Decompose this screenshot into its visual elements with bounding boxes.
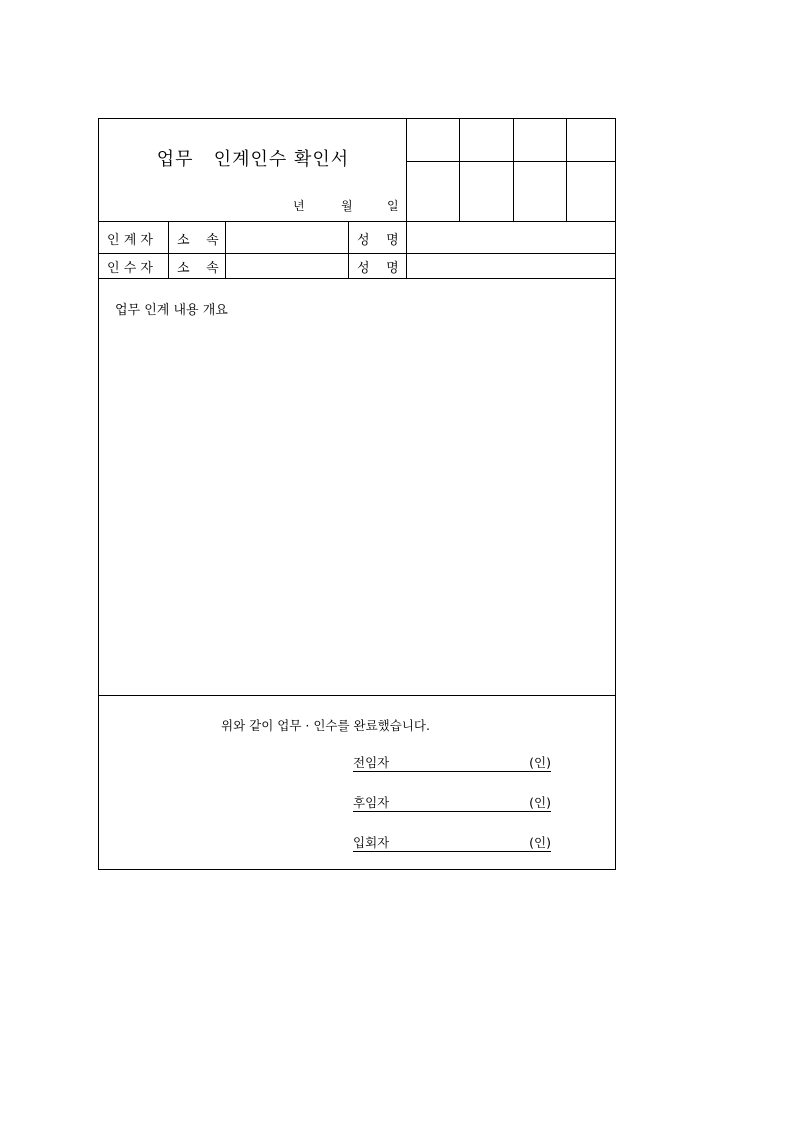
handover-name-field[interactable] bbox=[407, 222, 616, 253]
info-table-divider bbox=[348, 221, 349, 278]
witness-label: 입회자 bbox=[353, 835, 390, 850]
takeover-name-label: 성 명 bbox=[357, 261, 399, 276]
handover-name-label: 성 명 bbox=[357, 233, 399, 248]
approval-sign-cell-4[interactable] bbox=[567, 162, 616, 221]
summary-bottom-border bbox=[99, 695, 616, 696]
approval-title-cell-4[interactable] bbox=[567, 119, 616, 161]
approval-sign-cell-2[interactable] bbox=[460, 162, 513, 221]
takeover-dept-field[interactable] bbox=[226, 254, 348, 278]
successor-label: 후임자 bbox=[353, 795, 390, 810]
form-title: 업무 인계인수 확인서 bbox=[156, 149, 350, 170]
handover-dept-field[interactable] bbox=[226, 222, 348, 253]
date-year-label: 년 bbox=[293, 199, 305, 213]
summary-text-area[interactable] bbox=[107, 324, 607, 689]
predecessor-seal-mark: (인) bbox=[529, 755, 551, 770]
date-month-label: 월 bbox=[341, 199, 353, 213]
takeover-name-field[interactable] bbox=[407, 254, 616, 278]
witness-seal-mark: (인) bbox=[529, 835, 551, 850]
signature-line-predecessor[interactable] bbox=[353, 753, 551, 772]
info-table-divider bbox=[168, 221, 169, 278]
predecessor-label: 전임자 bbox=[353, 755, 390, 770]
successor-seal-mark: (인) bbox=[529, 795, 551, 810]
handover-confirmation-form bbox=[98, 118, 616, 870]
takeover-dept-label: 소 속 bbox=[177, 261, 219, 276]
handover-person-label: 인 계 자 bbox=[107, 233, 153, 248]
signature-line-successor[interactable] bbox=[353, 793, 551, 812]
date-day-label: 일 bbox=[387, 199, 399, 213]
approval-sign-cell-1[interactable] bbox=[407, 162, 459, 221]
handover-dept-label: 소 속 bbox=[177, 233, 219, 248]
confirmation-statement: 위와 같이 업무 · 인수를 완료했습니다. bbox=[221, 718, 430, 733]
approval-sign-cell-3[interactable] bbox=[514, 162, 566, 221]
approval-title-cell-2[interactable] bbox=[460, 119, 513, 161]
approval-title-cell-1[interactable] bbox=[407, 119, 459, 161]
takeover-person-label: 인 수 자 bbox=[107, 261, 153, 276]
approval-title-cell-3[interactable] bbox=[514, 119, 566, 161]
summary-section-title: 업무 인계 내용 개요 bbox=[115, 303, 228, 318]
info-table-bottom-border bbox=[99, 278, 616, 279]
signature-line-witness[interactable] bbox=[353, 833, 551, 852]
